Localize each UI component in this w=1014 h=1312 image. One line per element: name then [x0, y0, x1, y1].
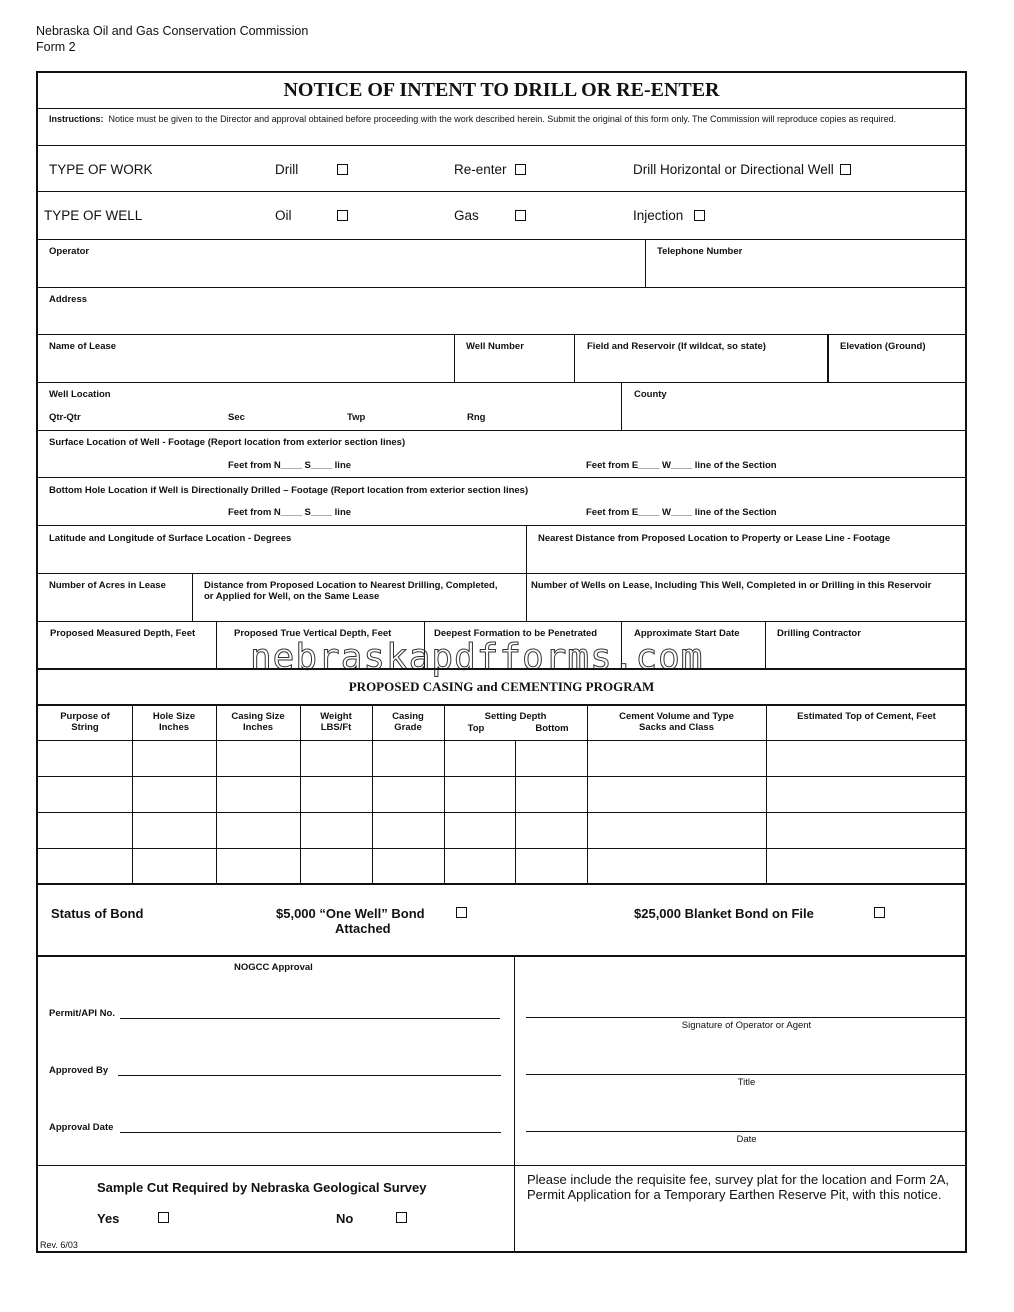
date-input[interactable] — [526, 1131, 967, 1132]
approved-by-input[interactable] — [118, 1075, 501, 1076]
qtr-qtr-label: Qtr-Qtr — [49, 412, 81, 423]
tvd-label: Proposed True Vertical Depth, Feet — [234, 628, 392, 639]
gas-label: Gas — [454, 208, 479, 223]
sample-yes-checkbox[interactable] — [158, 1212, 169, 1223]
deepest-formation-label: Deepest Formation to be Penetrated — [434, 628, 598, 639]
approval-date-input[interactable] — [120, 1132, 501, 1133]
bottom-feet-ew: Feet from E____ W____ line of the Section — [586, 507, 777, 518]
oil-label: Oil — [275, 208, 292, 223]
field-reservoir-label: Field and Reservoir (If wildcat, so state) — [587, 341, 766, 352]
instructions: Instructions: Notice must be given to the Director and approval obtained before proceeding with the work described herein. Submit the original of this form only. The Commission will reproduce copies as required. — [49, 114, 897, 124]
col-grade: Casing Grade — [392, 711, 424, 733]
blanket-bond-label: $25,000 Blanket Bond on File — [634, 906, 814, 921]
casing-title: PROPOSED CASING and CEMENTING PROGRAM — [348, 679, 655, 694]
bond-status-label: Status of Bond — [51, 906, 144, 921]
blanket-bond-checkbox[interactable] — [874, 907, 885, 918]
twp-label: Twp — [347, 412, 366, 423]
distance-well-label-1: Distance from Proposed Location to Nearest Drilling, Completed, — [204, 580, 498, 591]
one-well-bond-label: $5,000 “One Well” Bond — [276, 906, 425, 921]
surface-feet-ns: Feet from N____ S____ line — [228, 460, 352, 471]
watermark: nebraskapdfforms.com — [250, 637, 704, 678]
county-label: County — [634, 389, 667, 400]
surface-feet-ew: Feet from E____ W____ line of the Section — [586, 460, 777, 471]
horizontal-checkbox[interactable] — [840, 164, 851, 175]
one-well-bond-checkbox[interactable] — [456, 907, 467, 918]
approved-by-label: Approved By — [49, 1065, 109, 1076]
date-label: Date — [736, 1134, 757, 1145]
form-frame — [36, 71, 967, 1253]
revision-label: Rev. 6/03 — [40, 1240, 78, 1250]
attached-label: Attached — [335, 921, 391, 936]
type-of-work-label: TYPE OF WORK — [49, 162, 153, 177]
col-cement: Cement Volume and Type Sacks and Class — [619, 711, 734, 733]
nogcc-approval-title: NOGCC Approval — [234, 962, 313, 973]
bottom-hole-label: Bottom Hole Location if Well is Directionally Drilled – Footage (Report location from exterior section lines) — [49, 485, 529, 496]
nearest-distance-label: Nearest Distance from Proposed Location to Property or Lease Line - Footage — [538, 533, 891, 544]
start-date-label: Approximate Start Date — [634, 628, 740, 639]
elevation-label: Elevation (Ground) — [840, 341, 926, 352]
telephone-label: Telephone Number — [657, 246, 743, 257]
form-number: Form 2 — [36, 40, 76, 54]
gas-checkbox[interactable] — [515, 210, 526, 221]
bottom-feet-ns: Feet from N____ S____ line — [228, 507, 352, 518]
table-row — [38, 812, 965, 813]
reenter-label: Re-enter — [454, 162, 507, 177]
sample-cut-label: Sample Cut Required by Nebraska Geological Survey — [97, 1180, 427, 1195]
distance-well-label-2: or Applied for Well, on the Same Lease — [204, 591, 380, 602]
drill-label: Drill — [275, 162, 299, 177]
well-number-label: Well Number — [466, 341, 524, 352]
wells-on-lease-label: Number of Wells on Lease, Including This Well, Completed in or Drilling in this Reservoir — [531, 580, 932, 591]
measured-depth-label: Proposed Measured Depth, Feet — [50, 628, 196, 639]
well-location-label: Well Location — [49, 389, 111, 400]
table-row — [38, 776, 965, 777]
injection-checkbox[interactable] — [694, 210, 705, 221]
oil-checkbox[interactable] — [337, 210, 348, 221]
lat-long-label: Latitude and Longitude of Surface Location - Degrees — [49, 533, 292, 544]
title-input[interactable] — [526, 1074, 967, 1075]
approval-date-label: Approval Date — [49, 1122, 114, 1133]
operator-label: Operator — [49, 246, 90, 257]
sec-label: Sec — [228, 412, 245, 423]
rng-label: Rng — [467, 412, 486, 423]
col-est-top: Estimated Top of Cement, Feet — [797, 711, 936, 722]
col-top: Top — [467, 723, 485, 734]
injection-label: Injection — [633, 208, 684, 223]
signature-input[interactable] — [526, 1017, 967, 1018]
sample-yes-label: Yes — [97, 1211, 120, 1226]
acres-label: Number of Acres in Lease — [49, 580, 166, 591]
table-row — [38, 848, 965, 849]
horizontal-label: Drill Horizontal or Directional Well — [633, 162, 834, 177]
table-row — [38, 740, 965, 741]
col-setting-depth: Setting Depth — [484, 711, 547, 722]
permit-label: Permit/API No. — [49, 1008, 115, 1019]
col-weight: Weight LBS/Ft — [320, 711, 352, 733]
contractor-label: Drilling Contractor — [777, 628, 861, 639]
col-casing-size: Casing Size Inches — [231, 711, 285, 733]
sample-no-label: No — [336, 1211, 354, 1226]
drill-checkbox[interactable] — [337, 164, 348, 175]
col-purpose: Purpose of String — [60, 711, 110, 733]
col-bottom: Bottom — [535, 723, 569, 734]
type-of-well-label: TYPE OF WELL — [44, 208, 143, 223]
reenter-checkbox[interactable] — [515, 164, 526, 175]
col-hole-size: Hole Size Inches — [152, 711, 196, 733]
permit-input[interactable] — [120, 1018, 500, 1019]
sample-no-checkbox[interactable] — [396, 1212, 407, 1223]
title-label: Title — [737, 1077, 756, 1088]
submission-note: Please include the requisite fee, survey plat for the location and Form 2A, Permit Application for a Temporary Earthen Reserve Pit, with this notice. — [527, 1172, 950, 1202]
agency-name: Nebraska Oil and Gas Conservation Commission — [36, 24, 309, 38]
surface-location-label: Surface Location of Well - Footage (Report location from exterior section lines) — [49, 437, 406, 448]
address-label: Address — [49, 294, 88, 305]
lease-name-label: Name of Lease — [49, 341, 117, 352]
signature-label: Signature of Operator or Agent — [681, 1020, 812, 1031]
form-title: NOTICE OF INTENT TO DRILL OR RE-ENTER — [283, 79, 720, 101]
